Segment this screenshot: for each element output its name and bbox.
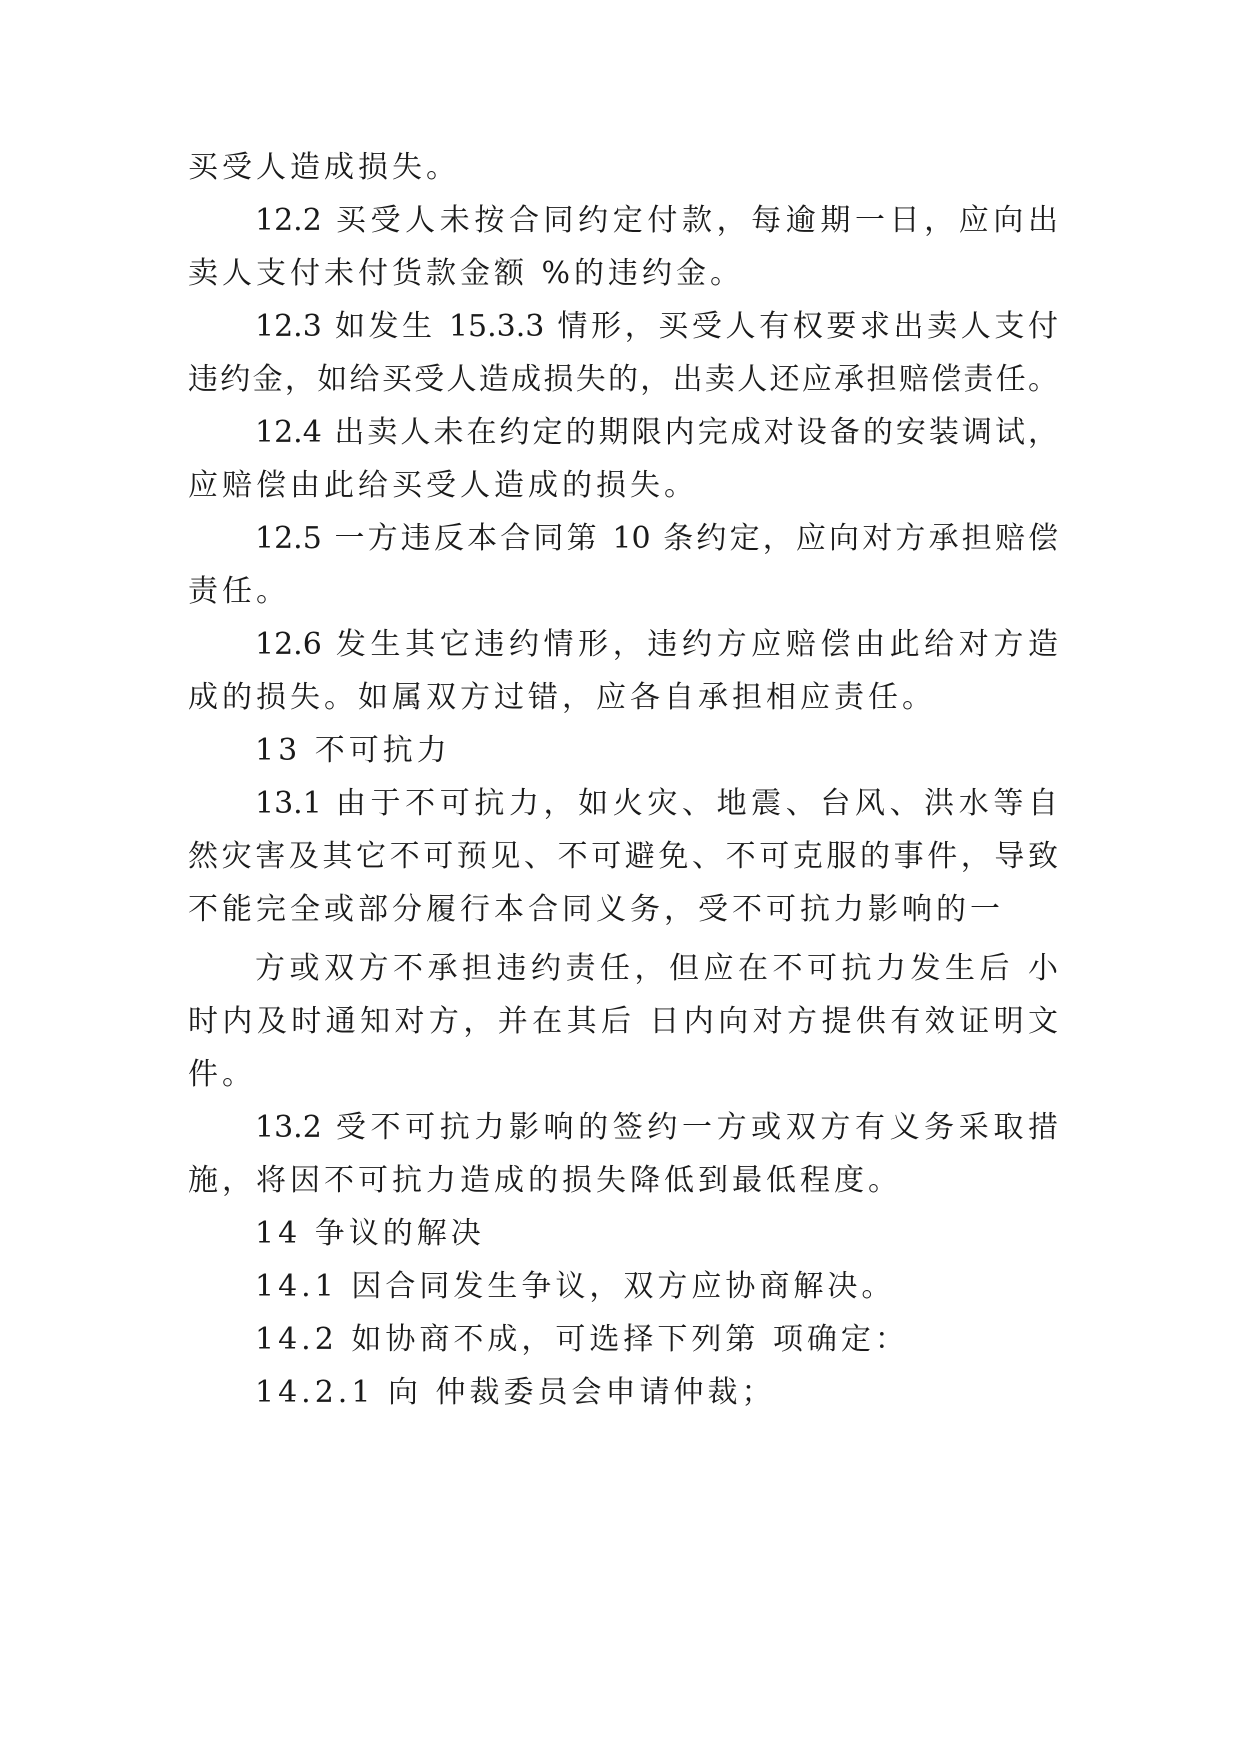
text-line: 12.4 出卖人未在约定的期限内完成对设备的安装调试，: [255, 415, 1058, 450]
text-line: 成的损失。如属双方过错，应各自承担相应责任。: [188, 680, 936, 715]
text-line: 14.2 如协商不成，可选择下列第 项确定：: [255, 1322, 909, 1357]
text-line: 不能完全或部分履行本合同义务，受不可抗力影响的一: [188, 892, 1004, 927]
text-line: 违约金，如给买受人造成损失的，出卖人还应承担赔偿责任。: [188, 362, 1058, 397]
text-line: 13.2 受不可抗力影响的签约一方或双方有义务采取措: [255, 1110, 1058, 1145]
text-line: 施，将因不可抗力造成的损失降低到最低程度。: [188, 1163, 902, 1198]
text-line: 12.2 买受人未按合同约定付款，每逾期一日，应向出: [255, 203, 1058, 238]
text-line: 12.3 如发生 15.3.3 情形，买受人有权要求出卖人支付: [255, 309, 1058, 344]
text-line: 13.1 由于不可抗力，如火灾、地震、台风、洪水等自: [255, 786, 1058, 821]
text-line: 责任。: [188, 574, 290, 609]
text-line: 买受人造成损失。: [188, 150, 460, 185]
text-line: 卖人支付未付货款金额 %的违约金。: [188, 256, 745, 291]
text-line: 14.1 因合同发生争议，双方应协商解决。: [255, 1269, 896, 1304]
text-line: 12.5 一方违反本合同第 10 条约定，应向对方承担赔偿: [255, 521, 1058, 556]
text-line: 时内及时通知对方，并在其后 日内向对方提供有效证明文: [188, 1004, 1058, 1039]
text-line: 14.2.1 向 仲裁委员会申请仲裁；: [255, 1375, 776, 1410]
text-line: 然灾害及其它不可预见、不可避免、不可克服的事件，导致: [188, 839, 1058, 874]
text-line: 方或双方不承担违约责任，但应在不可抗力发生后 小: [255, 951, 1058, 986]
section-heading: 13 不可抗力: [255, 733, 451, 768]
text-line: 件。: [188, 1057, 256, 1092]
text-line: 应赔偿由此给买受人造成的损失。: [188, 468, 698, 503]
section-heading: 14 争议的解决: [255, 1216, 485, 1251]
text-line: 12.6 发生其它违约情形，违约方应赔偿由此给对方造: [255, 627, 1058, 662]
